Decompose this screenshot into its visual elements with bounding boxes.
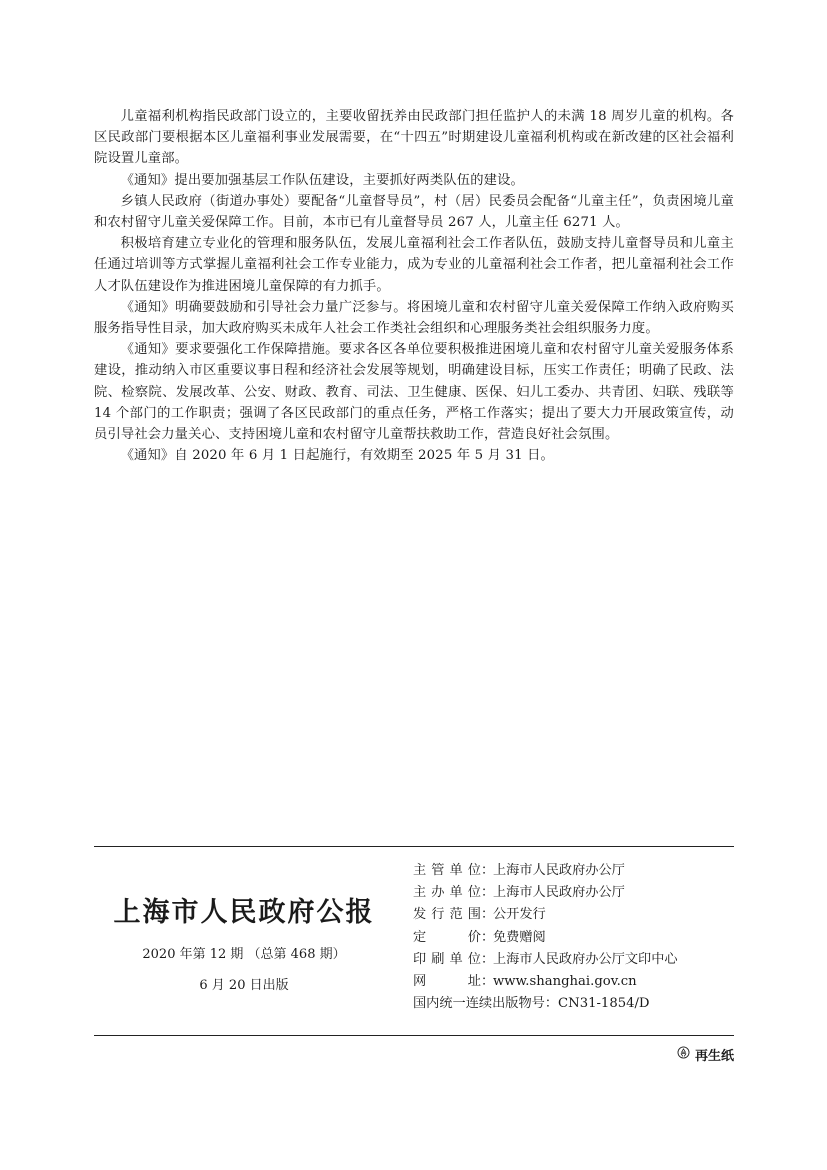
divider-bottom [94,1035,734,1036]
info-value: 免费赠阅 [493,929,546,945]
info-row-price: 定价：免费赠阅 [413,927,733,949]
info-value: 公开发行 [493,907,546,923]
recycled-paper-mark [677,1045,734,1064]
paragraph: 乡镇人民政府（街道办事处）要配备“儿童督导员”，村（居）民委员会配备“儿童主任”，负责困境儿童和农村留守儿童关爱保障工作。目前，本市已有儿童督导员 267 人，儿童主任 6271 人。 [94,193,734,231]
paragraph: 积极培育建立专业化的管理和服务队伍，发展儿童福利社会工作者队伍，鼓励支持儿童督导员和儿童主任通过培训等方式掌握儿童福利社会工作专业能力，成为专业的儿童福利社会工作者，把儿童福利社会工作人才队伍建设作为推进困境儿童保障的有力抓手。 [94,236,734,294]
masthead [94,890,394,993]
info-row-printer: 印刷单位：上海市人民政府办公厅文印中心 [413,949,733,971]
paragraph: 《通知》要求要强化工作保障措施。要求各区各单位要积极推进困境儿童和农村留守儿童关爱服务体系建设，推动纳入市区重要议事日程和经济社会发展等规划，明确建设目标，压实工作责任；明确了民政、法院、检察院、发展改革、公安、财政、教育、司法、卫生健康、医保、妇儿工委办、共青团、妇联、残联等 14 个部门的工作职责；强调了各区民政部门的重点任务，严格工作落实；提出了要大力开展政策宣传，动员引导社会力量关心、支持困境儿童和农村留守儿童帮扶救助工作，营造良好社会氛围。 [94,342,734,443]
issue-number: 2020 年第 12 期 （总第 468 期） [142,947,346,962]
info-row-supervisor: 主管单位：上海市人民政府办公厅 [413,860,733,882]
paragraph: 《通知》自 2020 年 6 月 1 日起施行，有效期至 2025 年 5 月 31 日。 [120,448,554,464]
recycle-icon [677,1046,690,1063]
info-label: 主管单位 [413,863,481,878]
website-link[interactable]: www.shanghai.gov.cn [493,973,637,989]
info-label: 定价 [413,929,481,945]
divider-top [94,846,734,847]
paragraph: 《通知》明确要鼓励和引导社会力量广泛参与。将困境儿童和农村留守儿童关爱保障工作纳入政府购买服务指导性目录，加大政府购买未成年人社会工作类社会组织和心理服务类社会组织服务力度。 [94,299,734,337]
info-label: 发行范围 [413,907,481,923]
info-label: 网址 [413,973,481,989]
info-value: 上海市人民政府办公厅文印中心 [493,951,678,967]
serial-number: 国内统一连续出版物号：CN31-1854/D [413,996,650,1012]
info-label: 印刷单位 [413,951,481,967]
info-value: 上海市人民政府办公厅 [493,885,625,901]
info-row-sponsor: 主办单位：上海市人民政府办公厅 [413,882,733,904]
info-row-distribution: 发行范围：公开发行 [413,904,733,926]
recycle-label: 再生纸 [694,1049,734,1064]
publication-title: 上海市人民政府公报 [113,897,375,928]
paragraph: 《通知》提出要加强基层工作队伍建设，主要抓好两类队伍的建设。 [120,172,524,188]
info-label: 主办单位 [413,885,481,901]
publish-date: 6 月 20 日出版 [199,978,289,993]
publication-info [413,860,733,1015]
info-value: 上海市人民政府办公厅 [493,863,625,878]
info-row-website: 网址：www.shanghai.gov.cn [413,971,733,993]
paragraph: 儿童福利机构指民政部门设立的，主要收留抚养由民政部门担任监护人的未满 18 周岁儿童的机构。各区民政部门要根据本区儿童福利事业发展需要，在“十四五”时期建设儿童福利机构或在新改建的区社会福利院设置儿童部。 [94,109,734,167]
article-body [94,106,734,466]
